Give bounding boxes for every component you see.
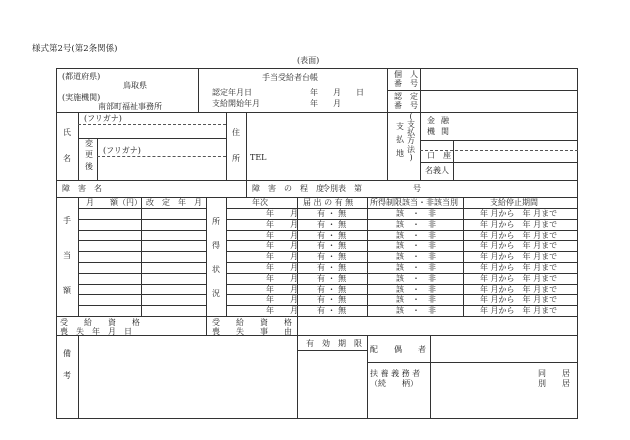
income-limit-cell: 該 ・ 非	[396, 263, 436, 272]
name-label-1: 氏	[63, 128, 71, 137]
income-period-cell: 年 月から 年 月まで	[480, 295, 558, 304]
prefecture-label: (都道府県)	[62, 72, 101, 81]
income-period-cell: 年 月から 年 月まで	[480, 231, 558, 240]
separate-label: 別 居	[538, 379, 570, 388]
income-report-cell: 有 ・ 無	[317, 220, 347, 229]
table-number-label: 令別表 第	[322, 184, 362, 193]
income-limit-cell: 該 ・ 非	[396, 285, 436, 294]
disability-name-label: 障 害 名	[62, 184, 102, 193]
revision-header: 改 定 年 月	[146, 198, 202, 207]
income-year-cell: 年 月	[266, 263, 298, 272]
allowance-row-line	[78, 230, 206, 231]
income-report-cell: 有 ・ 無	[317, 231, 347, 240]
tel-label: TEL	[250, 153, 267, 162]
income-year-cell: 年 月	[266, 274, 298, 283]
income-report-cell: 有 ・ 無	[317, 285, 347, 294]
holder-label: 名義人	[425, 166, 449, 175]
income-limit-cell: 該 ・ 非	[396, 209, 436, 218]
income-year-cell: 年 月	[266, 220, 298, 229]
income-period-cell: 年 月から 年 月まで	[480, 263, 558, 272]
stop-period-header: 支給停止期間	[490, 198, 538, 207]
prefecture-value: 鳥取県	[123, 81, 147, 90]
allowance-row-line	[78, 305, 206, 306]
income-report-cell: 有 ・ 無	[317, 306, 347, 315]
income-report-cell: 有 ・ 無	[317, 295, 347, 304]
cert-date-label: 認定年月日	[212, 88, 252, 97]
income-report-cell: 有 ・ 無	[317, 252, 347, 261]
month-amount-header: 月 額（円）	[86, 198, 142, 207]
allowance-row-line	[78, 262, 206, 263]
income-limit-cell: 該 ・ 非	[396, 274, 436, 283]
remarks-label-1: 備	[63, 349, 71, 358]
furigana-label: (フリガナ)	[84, 114, 122, 123]
allowance-row-line	[78, 251, 206, 252]
relation-label: （続 柄）	[370, 379, 418, 388]
income-period-cell: 年 月から 年 月まで	[480, 306, 558, 315]
qualification-right-label: 受 給 資 格	[212, 318, 292, 327]
name-label-2: 名	[63, 154, 71, 163]
allowance-row-line	[78, 208, 206, 209]
income-period-cell: 年 月から 年 月まで	[480, 220, 558, 229]
income-year-cell: 年 月	[266, 306, 298, 315]
number-suffix: 号	[413, 184, 421, 193]
payment-start-label: 支給開始年月	[212, 99, 260, 108]
cohabit-label: 同 居	[538, 369, 570, 378]
validity-label: 有 効 期 限	[306, 339, 362, 348]
allowance-row-line	[78, 273, 206, 274]
income-year-cell: 年 月	[266, 241, 298, 250]
furigana-changed-label: (フリガナ)	[103, 146, 141, 155]
income-period-cell: 年 月から 年 月まで	[480, 241, 558, 250]
income-year-cell: 年 月	[266, 285, 298, 294]
agency-label: (実施機関)	[62, 93, 101, 102]
spouse-label: 配 偶 者	[370, 345, 426, 354]
face-label: (表面)	[297, 56, 320, 65]
income-period-cell: 年 月から 年 月まで	[480, 274, 558, 283]
disability-degree-label: 障 害 の 程 度	[252, 184, 324, 193]
frame-bottom	[56, 418, 578, 419]
income-limit-cell: 該 ・ 非	[396, 252, 436, 261]
pay-place-label: 支 払 地	[396, 122, 404, 158]
loss-date-label: 喪 失 年 月 日	[60, 327, 132, 336]
remarks-label-2: 考	[63, 371, 71, 380]
income-report-cell: 有 ・ 無	[317, 209, 347, 218]
allowance-row-line	[78, 219, 206, 220]
income-limit-cell: 該 ・ 非	[396, 295, 436, 304]
income-year-cell: 年 月	[266, 231, 298, 240]
income-limit-cell: 該 ・ 非	[396, 220, 436, 229]
address-label-2: 所	[232, 154, 240, 163]
frame-right	[577, 68, 578, 419]
income-year-cell: 年 月	[266, 295, 298, 304]
allowance-row-line	[78, 240, 206, 241]
form-number: 様式第2号(第2条関係)	[32, 44, 118, 54]
allowance-row-line	[78, 294, 206, 295]
income-period-cell: 年 月から 年 月まで	[480, 252, 558, 261]
pay-method-label: ( 支 払 方 法 )	[407, 112, 415, 162]
income-report-cell: 有 ・ 無	[317, 241, 347, 250]
report-header: 届 出 の 有 無	[303, 198, 354, 207]
income-limit-cell: 該 ・ 非	[396, 306, 436, 315]
income-period-cell: 年 月から 年 月まで	[480, 285, 558, 294]
limit-header: 所得制限該当・非該当別	[370, 198, 458, 207]
income-year-cell: 年 月	[266, 209, 298, 218]
address-label-1: 住	[232, 128, 240, 137]
ledger-title: 手当受給者台帳	[262, 73, 318, 82]
dependent-label: 扶 養 義 務 者	[370, 369, 421, 378]
income-period-cell: 年 月から 年 月まで	[480, 209, 558, 218]
income-limit-cell: 該 ・ 非	[396, 231, 436, 240]
income-report-cell: 有 ・ 無	[317, 263, 347, 272]
account-label: 口 座	[427, 151, 451, 160]
qualification-left-label: 受 給 資 格	[60, 318, 140, 327]
agency-value: 南部町福祉事務所	[98, 102, 162, 111]
income-report-cell: 有 ・ 無	[317, 274, 347, 283]
loss-reason-label: 喪 失 事 由	[212, 327, 292, 336]
frame-top	[56, 68, 578, 69]
income-year-cell: 年 月	[266, 252, 298, 261]
income-limit-cell: 該 ・ 非	[396, 241, 436, 250]
allowance-row-line	[78, 284, 206, 285]
change-label: 変 更 後	[85, 139, 93, 171]
year-header: 年次	[252, 198, 268, 207]
frame-left	[56, 68, 57, 419]
